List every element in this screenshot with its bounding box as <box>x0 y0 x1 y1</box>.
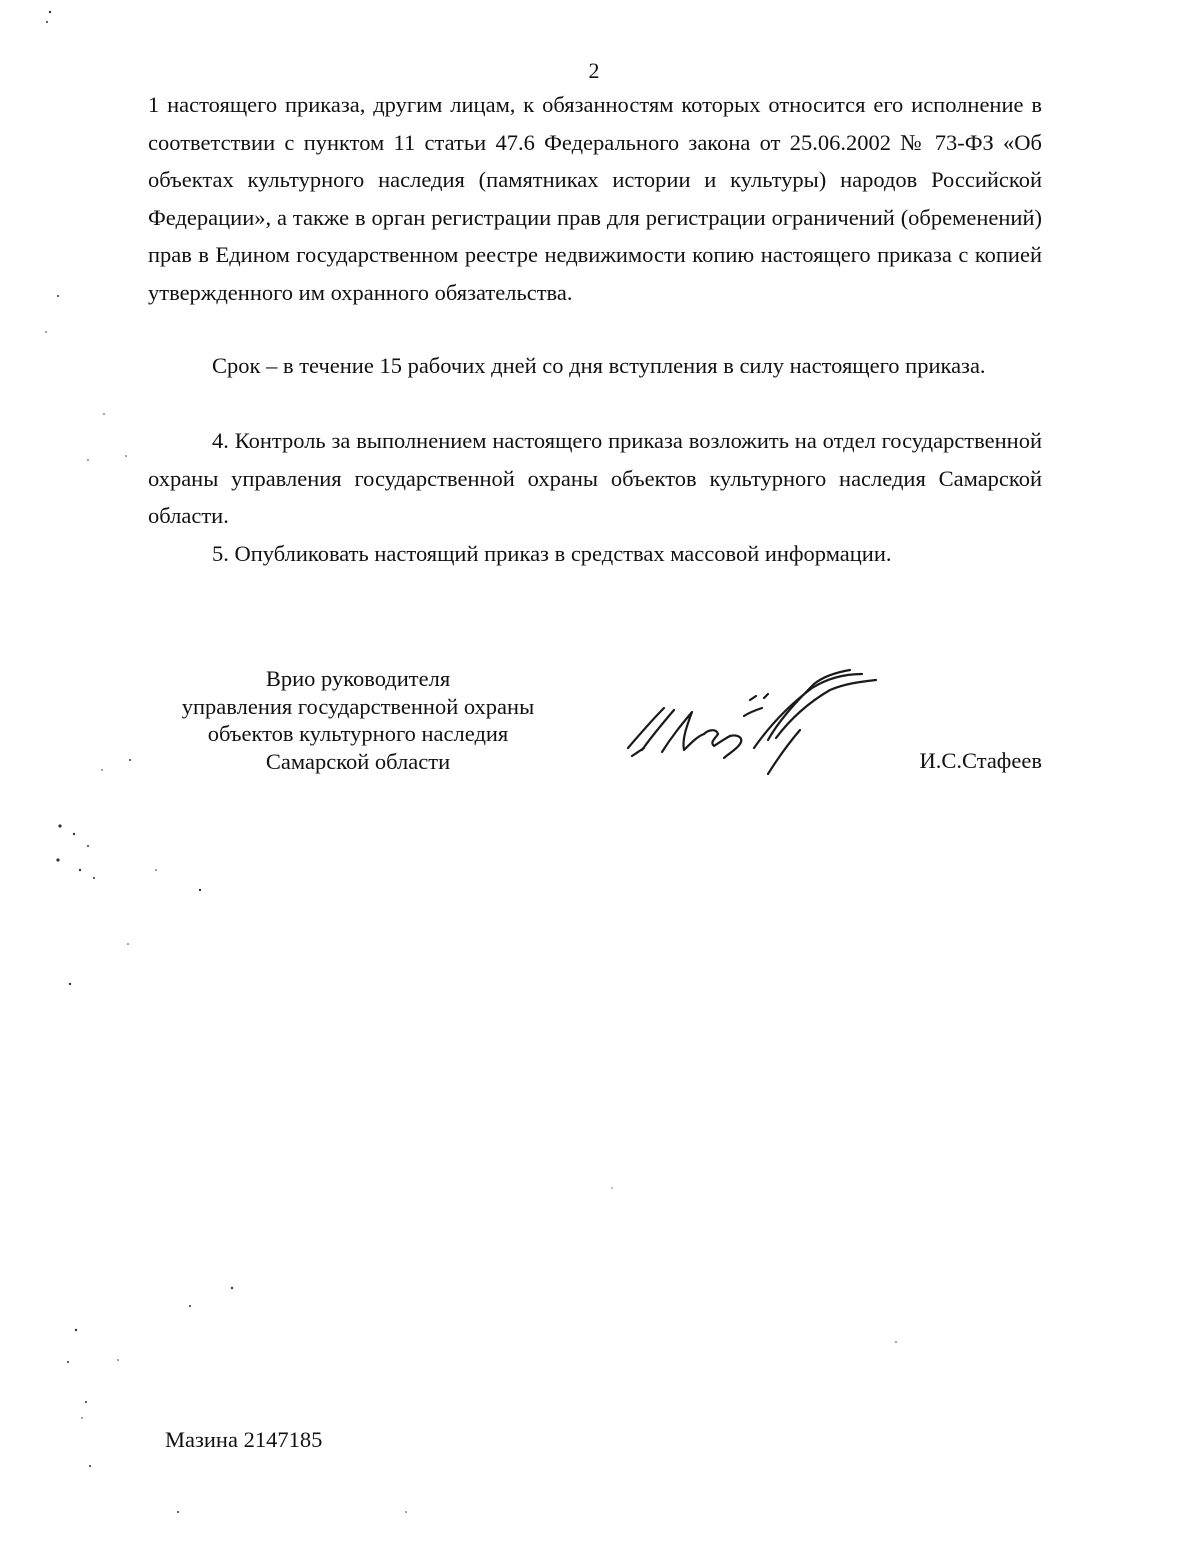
paragraph-continuation: 1 настоящего приказа, другим лицам, к обязанностям которых относится его исполнение в соответствии с пунктом 11 статьи 47.6 Федерального закона от 25.06.2002 № 73-ФЗ «Об объектах культурного наследия (памятниках истории и культуры) народов Российской Федерации», а также в орган регистрации прав для регистрации ограничений (обременений) прав в Едином государственном реестре недвижимости копию настоящего приказа с копией утвержденного им охранного обязательства. <box>148 92 1042 305</box>
signatory-position-line: Врио руководителя <box>265 666 451 691</box>
page-number: 2 <box>588 58 600 83</box>
signatory-name: И.С.Стафеев <box>919 748 1042 773</box>
signatory-position-line: Самарской области <box>265 748 451 774</box>
paragraph-deadline: Срок – в течение 15 рабочих дней со дня вступления в силу настоящего приказа. <box>212 353 986 378</box>
signatory-position-line: управления государственной охраны <box>181 693 535 719</box>
signatory-position-line: объектов культурного наследия <box>207 721 509 746</box>
signatory-position <box>148 665 568 775</box>
paragraph-item-4-control: 4. Контроль за выполнением настоящего приказа возложить на отдел государственной охраны управления государственной охраны объектов культурного наследия Самарской области. <box>148 428 1042 528</box>
paragraph-item-5-publish: 5. Опубликовать настоящий приказ в средствах массовой информации. <box>212 541 892 566</box>
handwritten-signature <box>618 664 880 788</box>
executor-contact: Мазина 2147185 <box>165 1427 323 1452</box>
